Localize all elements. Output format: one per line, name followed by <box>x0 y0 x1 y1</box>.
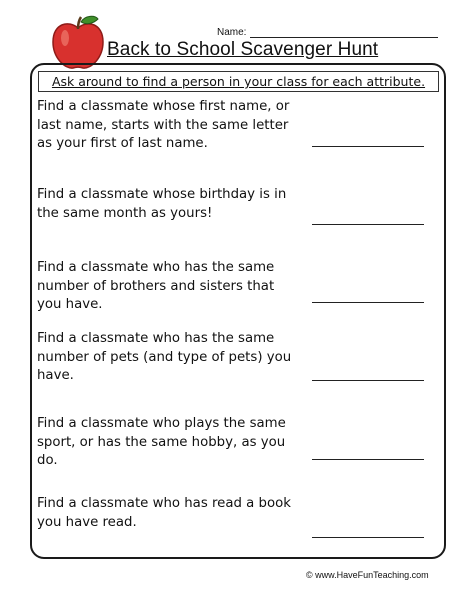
worksheet-card <box>30 63 446 559</box>
prompt-item: Find a classmate whose birthday is in the same month as yours! <box>37 187 287 221</box>
answer-blank[interactable] <box>312 224 424 225</box>
name-blank-line[interactable] <box>250 28 438 38</box>
prompt-item: Find a classmate whose first name, or last name, starts with the same letter as your first of last name. <box>37 99 290 151</box>
name-label: Name: <box>217 27 247 38</box>
answer-blank[interactable] <box>312 146 424 147</box>
copyright-footer: © www.HaveFunTeaching.com <box>306 570 429 580</box>
prompt-item: Find a classmate who has the same number of pets (and type of pets) you have. <box>37 331 292 383</box>
answer-blank[interactable] <box>312 537 424 538</box>
answer-blank[interactable] <box>312 459 424 460</box>
prompt-item: Find a classmate who has read a book you have read. <box>37 496 291 530</box>
answer-blank[interactable] <box>312 302 424 303</box>
answer-blank[interactable] <box>312 380 424 381</box>
instructions-box: Ask around to find a person in your class for each attribute. <box>38 71 439 92</box>
prompt-item: Find a classmate who plays the same sport, or has the same hobby, as you do. <box>37 416 286 468</box>
page-title: Back to School Scavenger Hunt <box>107 39 379 60</box>
name-field[interactable] <box>217 27 438 38</box>
prompt-item: Find a classmate who has the same number of brothers and sisters that you have. <box>37 260 275 312</box>
apple-icon <box>49 14 107 70</box>
